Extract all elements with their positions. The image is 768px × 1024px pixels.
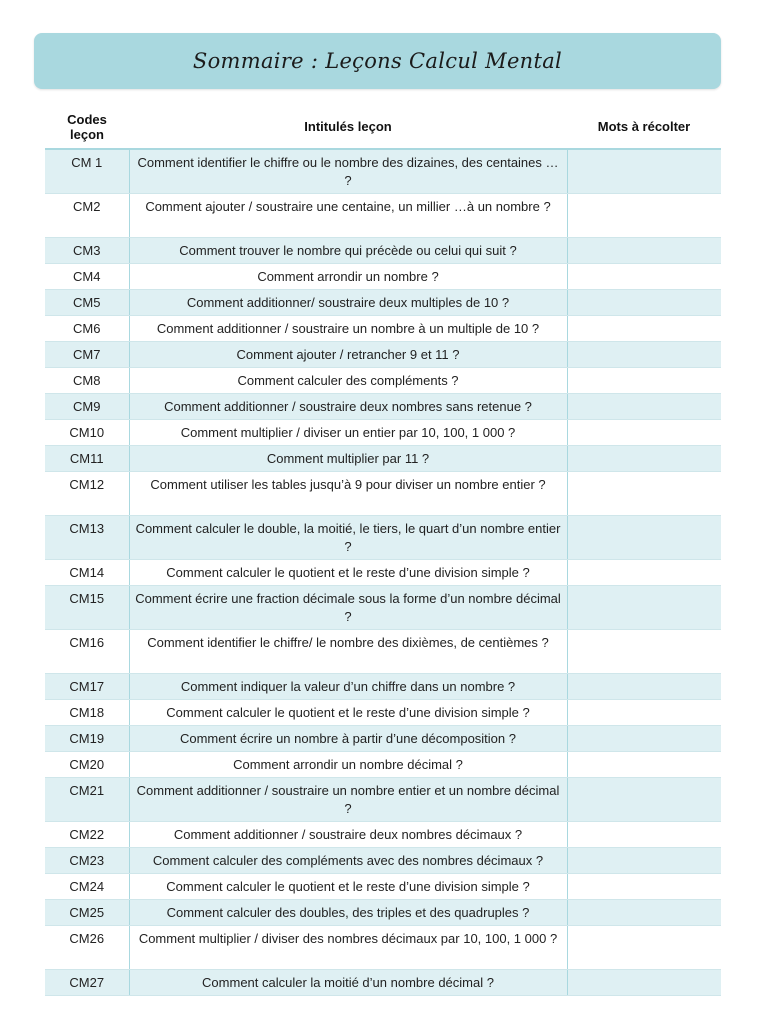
lesson-title: Comment additionner / soustraire un nombre à un multiple de 10 ?: [129, 316, 567, 342]
table-row: [45, 420, 721, 446]
words-to-collect: [567, 342, 721, 368]
table-row: [45, 394, 721, 420]
lesson-code: CM7: [45, 342, 129, 368]
table-row: [45, 264, 721, 290]
table-row: [45, 149, 721, 194]
table-row: [45, 630, 721, 674]
words-to-collect: [567, 630, 721, 674]
lesson-title: Comment écrire une fraction décimale sous la forme d’un nombre décimal ?: [129, 586, 567, 630]
table-row: [45, 874, 721, 900]
words-to-collect: [567, 264, 721, 290]
lesson-title: Comment multiplier par 11 ?: [129, 446, 567, 472]
words-to-collect: [567, 560, 721, 586]
words-to-collect: [567, 726, 721, 752]
table-row: [45, 752, 721, 778]
lesson-code: CM18: [45, 700, 129, 726]
words-to-collect: [567, 516, 721, 560]
words-to-collect: [567, 874, 721, 900]
words-to-collect: [567, 149, 721, 194]
words-to-collect: [567, 900, 721, 926]
lesson-title: Comment calculer des compléments avec des nombres décimaux ?: [129, 848, 567, 874]
lesson-code: CM25: [45, 900, 129, 926]
table-row: [45, 342, 721, 368]
lesson-code: CM16: [45, 630, 129, 674]
words-to-collect: [567, 822, 721, 848]
table-row: [45, 290, 721, 316]
lesson-title: Comment calculer des compléments ?: [129, 368, 567, 394]
table-row: [45, 726, 721, 752]
lesson-title: Comment utiliser les tables jusqu’à 9 pour diviser un nombre entier ?: [129, 472, 567, 516]
lesson-code: CM4: [45, 264, 129, 290]
lesson-code: CM5: [45, 290, 129, 316]
lesson-code: CM8: [45, 368, 129, 394]
lesson-title: Comment calculer des doubles, des triples et des quadruples ?: [129, 900, 567, 926]
words-to-collect: [567, 316, 721, 342]
lesson-title: Comment trouver le nombre qui précède ou celui qui suit ?: [129, 238, 567, 264]
table-row: [45, 446, 721, 472]
table-row: [45, 674, 721, 700]
words-to-collect: [567, 446, 721, 472]
lesson-title: Comment indiquer la valeur d’un chiffre dans un nombre ?: [129, 674, 567, 700]
words-to-collect: [567, 368, 721, 394]
lesson-code: CM27: [45, 970, 129, 996]
lesson-title: Comment arrondir un nombre décimal ?: [129, 752, 567, 778]
table-row: [45, 516, 721, 560]
table-header-row: [45, 105, 721, 149]
lesson-code: CM13: [45, 516, 129, 560]
words-to-collect: [567, 394, 721, 420]
lesson-code: CM2: [45, 194, 129, 238]
words-to-collect: [567, 926, 721, 970]
table-row: [45, 194, 721, 238]
lesson-code: CM24: [45, 874, 129, 900]
lesson-title: Comment multiplier / diviser un entier par 10, 100, 1 000 ?: [129, 420, 567, 446]
lesson-title: Comment calculer le quotient et le reste d’une division simple ?: [129, 700, 567, 726]
lesson-title: Comment identifier le chiffre/ le nombre des dixièmes, de centièmes ?: [129, 630, 567, 674]
title-banner: [34, 33, 721, 89]
table-row: [45, 778, 721, 822]
lesson-code: CM12: [45, 472, 129, 516]
lesson-code: CM15: [45, 586, 129, 630]
words-to-collect: [567, 674, 721, 700]
lesson-code: CM20: [45, 752, 129, 778]
words-to-collect: [567, 752, 721, 778]
words-to-collect: [567, 290, 721, 316]
words-to-collect: [567, 970, 721, 996]
words-to-collect: [567, 848, 721, 874]
lesson-code: CM23: [45, 848, 129, 874]
table-row: [45, 316, 721, 342]
table-row: [45, 586, 721, 630]
table-row: [45, 368, 721, 394]
lesson-code: CM3: [45, 238, 129, 264]
table-row: [45, 822, 721, 848]
header-words: Mots à récolter: [567, 105, 721, 149]
lesson-title: Comment additionner / soustraire un nombre entier et un nombre décimal ?: [129, 778, 567, 822]
lesson-title: Comment écrire un nombre à partir d’une décomposition ?: [129, 726, 567, 752]
table-row: [45, 700, 721, 726]
words-to-collect: [567, 472, 721, 516]
table-body: [45, 149, 721, 996]
table-row: [45, 848, 721, 874]
table-row: [45, 238, 721, 264]
table-row: [45, 472, 721, 516]
table-row: [45, 900, 721, 926]
lesson-title: Comment calculer la moitié d’un nombre décimal ?: [129, 970, 567, 996]
lesson-code: CM17: [45, 674, 129, 700]
table-row: [45, 560, 721, 586]
lesson-title: Comment calculer le quotient et le reste d’une division simple ?: [129, 874, 567, 900]
lesson-title: Comment additionner / soustraire deux nombres sans retenue ?: [129, 394, 567, 420]
lesson-code: CM19: [45, 726, 129, 752]
lesson-code: CM9: [45, 394, 129, 420]
lesson-code: CM21: [45, 778, 129, 822]
words-to-collect: [567, 586, 721, 630]
lesson-title: Comment arrondir un nombre ?: [129, 264, 567, 290]
words-to-collect: [567, 778, 721, 822]
words-to-collect: [567, 238, 721, 264]
header-codes: Codes leçon: [45, 105, 129, 149]
page-title: Sommaire : Leçons Calcul Mental: [192, 49, 563, 73]
words-to-collect: [567, 700, 721, 726]
lesson-code: CM 1: [45, 149, 129, 194]
lesson-code: CM22: [45, 822, 129, 848]
lessons-table: [45, 105, 721, 996]
words-to-collect: [567, 420, 721, 446]
words-to-collect: [567, 194, 721, 238]
lesson-title: Comment additionner / soustraire deux nombres décimaux ?: [129, 822, 567, 848]
lesson-title: Comment calculer le double, la moitié, le tiers, le quart d’un nombre entier ?: [129, 516, 567, 560]
table-row: [45, 926, 721, 970]
lesson-code: CM14: [45, 560, 129, 586]
table-row: [45, 970, 721, 996]
lesson-title: Comment identifier le chiffre ou le nombre des dizaines, des centaines … ?: [129, 149, 567, 194]
lesson-code: CM6: [45, 316, 129, 342]
lesson-code: CM26: [45, 926, 129, 970]
lesson-title: Comment additionner/ soustraire deux multiples de 10 ?: [129, 290, 567, 316]
lesson-title: Comment multiplier / diviser des nombres décimaux par 10, 100, 1 000 ?: [129, 926, 567, 970]
header-titles: Intitulés leçon: [129, 105, 567, 149]
lesson-title: Comment ajouter / retrancher 9 et 11 ?: [129, 342, 567, 368]
lesson-code: CM10: [45, 420, 129, 446]
lesson-title: Comment ajouter / soustraire une centaine, un millier …à un nombre ?: [129, 194, 567, 238]
lesson-code: CM11: [45, 446, 129, 472]
lesson-title: Comment calculer le quotient et le reste d’une division simple ?: [129, 560, 567, 586]
